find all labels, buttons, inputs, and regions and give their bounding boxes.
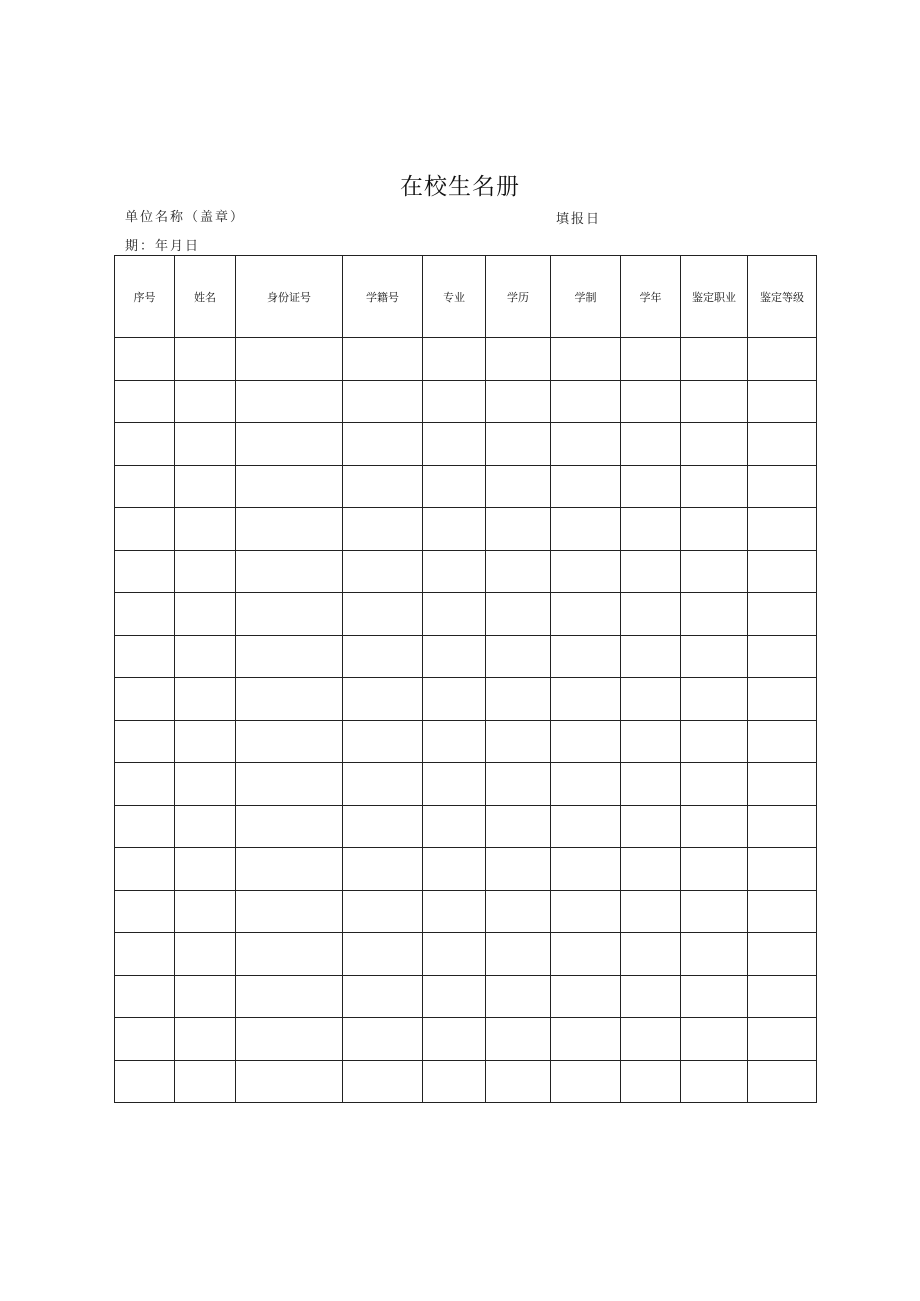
table-cell[interactable]	[621, 380, 681, 423]
table-cell[interactable]	[551, 975, 621, 1018]
table-cell[interactable]	[343, 678, 423, 721]
table-cell[interactable]	[343, 805, 423, 848]
table-cell[interactable]	[423, 678, 486, 721]
table-cell[interactable]	[175, 1060, 236, 1103]
table-cell[interactable]	[423, 635, 486, 678]
table-cell[interactable]	[343, 635, 423, 678]
table-row	[115, 1018, 817, 1061]
column-header-duration: 学制	[551, 256, 621, 338]
table-cell[interactable]	[681, 508, 748, 551]
table-cell[interactable]	[748, 380, 817, 423]
table-cell[interactable]	[486, 848, 551, 891]
table-cell[interactable]	[175, 338, 236, 381]
table-cell[interactable]	[486, 890, 551, 933]
table-cell[interactable]	[551, 550, 621, 593]
table-cell[interactable]	[621, 805, 681, 848]
table-cell[interactable]	[621, 848, 681, 891]
table-cell[interactable]	[748, 678, 817, 721]
table-cell[interactable]	[551, 1018, 621, 1061]
table-cell[interactable]	[175, 933, 236, 976]
fill-date-label: 填报日	[556, 212, 602, 227]
student-roster-table	[114, 255, 817, 1103]
table-row	[115, 890, 817, 933]
date-label: 期：年月日	[125, 239, 201, 254]
table-cell[interactable]	[681, 465, 748, 508]
table-row	[115, 848, 817, 891]
table-cell[interactable]	[681, 763, 748, 806]
table-cell[interactable]	[236, 635, 343, 678]
table-cell[interactable]	[748, 805, 817, 848]
table-cell[interactable]	[486, 380, 551, 423]
table-cell[interactable]	[486, 975, 551, 1018]
table-cell[interactable]	[621, 635, 681, 678]
table-cell[interactable]	[236, 805, 343, 848]
table-cell[interactable]	[236, 465, 343, 508]
table-cell[interactable]	[423, 720, 486, 763]
table-cell[interactable]	[115, 1060, 175, 1103]
table-cell[interactable]	[748, 550, 817, 593]
table-row	[115, 975, 817, 1018]
table-cell[interactable]	[486, 593, 551, 636]
table-cell[interactable]	[236, 975, 343, 1018]
table-cell[interactable]	[115, 338, 175, 381]
table-cell[interactable]	[551, 423, 621, 466]
table-cell[interactable]	[748, 1060, 817, 1103]
table-cell[interactable]	[343, 933, 423, 976]
table-cell[interactable]	[423, 890, 486, 933]
table-cell[interactable]	[748, 508, 817, 551]
table-cell[interactable]	[486, 678, 551, 721]
table-cell[interactable]	[551, 1060, 621, 1103]
table-cell[interactable]	[681, 593, 748, 636]
table-row	[115, 933, 817, 976]
table-cell[interactable]	[621, 1018, 681, 1061]
table-row	[115, 550, 817, 593]
table-cell[interactable]	[236, 890, 343, 933]
table-cell[interactable]	[115, 805, 175, 848]
table-cell[interactable]	[423, 465, 486, 508]
table-cell[interactable]	[748, 763, 817, 806]
table-cell[interactable]	[681, 848, 748, 891]
table-cell[interactable]	[423, 1018, 486, 1061]
table-cell[interactable]	[748, 423, 817, 466]
table-cell[interactable]	[681, 423, 748, 466]
table-cell[interactable]	[681, 678, 748, 721]
column-header-occupation: 鉴定职业	[681, 256, 748, 338]
table-cell[interactable]	[748, 975, 817, 1018]
table-cell[interactable]	[423, 763, 486, 806]
table-cell[interactable]	[551, 933, 621, 976]
table-cell[interactable]	[551, 635, 621, 678]
table-body	[115, 338, 817, 1103]
table-row	[115, 508, 817, 551]
table-cell[interactable]	[681, 720, 748, 763]
table-cell[interactable]	[175, 805, 236, 848]
table-cell[interactable]	[175, 635, 236, 678]
table-cell[interactable]	[748, 1018, 817, 1061]
table-cell[interactable]	[115, 848, 175, 891]
table-cell[interactable]	[423, 933, 486, 976]
table-cell[interactable]	[343, 465, 423, 508]
table-cell[interactable]	[423, 848, 486, 891]
table-cell[interactable]	[423, 423, 486, 466]
column-header-student-number: 学籍号	[343, 256, 423, 338]
table-cell[interactable]	[681, 890, 748, 933]
table-cell[interactable]	[551, 805, 621, 848]
table-cell[interactable]	[236, 423, 343, 466]
table-cell[interactable]	[681, 338, 748, 381]
table-cell[interactable]	[551, 338, 621, 381]
table-cell[interactable]	[115, 1018, 175, 1061]
table-cell[interactable]	[486, 423, 551, 466]
table-cell[interactable]	[175, 890, 236, 933]
column-header-level: 鉴定等级	[748, 256, 817, 338]
table-cell[interactable]	[175, 720, 236, 763]
table-cell[interactable]	[551, 678, 621, 721]
table-cell[interactable]	[551, 890, 621, 933]
table-cell[interactable]	[486, 1060, 551, 1103]
table-cell[interactable]	[115, 550, 175, 593]
table-cell[interactable]	[343, 1060, 423, 1103]
table-cell[interactable]	[175, 848, 236, 891]
table-cell[interactable]	[551, 848, 621, 891]
table-row	[115, 720, 817, 763]
table-cell[interactable]	[423, 975, 486, 1018]
table-cell[interactable]	[748, 890, 817, 933]
column-header-id-number: 身份证号	[236, 256, 343, 338]
table-cell[interactable]	[621, 890, 681, 933]
table-cell[interactable]	[115, 933, 175, 976]
table-cell[interactable]	[621, 423, 681, 466]
table-cell[interactable]	[551, 720, 621, 763]
table-cell[interactable]	[175, 550, 236, 593]
table-cell[interactable]	[115, 465, 175, 508]
table-cell[interactable]	[343, 975, 423, 1018]
table-cell[interactable]	[175, 678, 236, 721]
table-cell[interactable]	[175, 380, 236, 423]
table-cell[interactable]	[748, 848, 817, 891]
table-cell[interactable]	[343, 1018, 423, 1061]
table-cell[interactable]	[115, 508, 175, 551]
table-cell[interactable]	[486, 720, 551, 763]
column-header-education: 学历	[486, 256, 551, 338]
table-cell[interactable]	[115, 678, 175, 721]
table-cell[interactable]	[551, 593, 621, 636]
table-cell[interactable]	[681, 805, 748, 848]
table-row	[115, 1060, 817, 1103]
table-cell[interactable]	[343, 380, 423, 423]
table-cell[interactable]	[621, 975, 681, 1018]
table-cell[interactable]	[343, 848, 423, 891]
table-cell[interactable]	[343, 890, 423, 933]
table-cell[interactable]	[236, 720, 343, 763]
table-row	[115, 465, 817, 508]
table-cell[interactable]	[343, 550, 423, 593]
table-cell[interactable]	[681, 635, 748, 678]
table-cell[interactable]	[486, 508, 551, 551]
table-cell[interactable]	[551, 465, 621, 508]
table-cell[interactable]	[236, 593, 343, 636]
table-cell[interactable]	[486, 635, 551, 678]
table-cell[interactable]	[236, 1060, 343, 1103]
table-cell[interactable]	[423, 1060, 486, 1103]
table-cell[interactable]	[175, 1018, 236, 1061]
table-cell[interactable]	[423, 805, 486, 848]
table-cell[interactable]	[236, 508, 343, 551]
table-cell[interactable]	[175, 423, 236, 466]
table-cell[interactable]	[236, 380, 343, 423]
table-row	[115, 678, 817, 721]
table-cell[interactable]	[343, 763, 423, 806]
table-cell[interactable]	[115, 635, 175, 678]
table-cell[interactable]	[621, 550, 681, 593]
table-cell[interactable]	[175, 593, 236, 636]
table-cell[interactable]	[681, 975, 748, 1018]
table-cell[interactable]	[236, 933, 343, 976]
table-cell[interactable]	[486, 763, 551, 806]
table-cell[interactable]	[621, 338, 681, 381]
table-cell[interactable]	[115, 423, 175, 466]
table-cell[interactable]	[236, 763, 343, 806]
table-cell[interactable]	[175, 508, 236, 551]
table-cell[interactable]	[681, 1060, 748, 1103]
table-cell[interactable]	[486, 933, 551, 976]
table-cell[interactable]	[551, 508, 621, 551]
table-cell[interactable]	[621, 593, 681, 636]
table-cell[interactable]	[343, 338, 423, 381]
table-cell[interactable]	[236, 678, 343, 721]
table-cell[interactable]	[486, 1018, 551, 1061]
table-cell[interactable]	[681, 380, 748, 423]
column-header-name: 姓名	[175, 256, 236, 338]
table-row	[115, 380, 817, 423]
table-cell[interactable]	[748, 338, 817, 381]
table-cell[interactable]	[115, 720, 175, 763]
table-row	[115, 635, 817, 678]
table-cell[interactable]	[621, 678, 681, 721]
table-cell[interactable]	[681, 933, 748, 976]
table-cell[interactable]	[423, 380, 486, 423]
table-row	[115, 805, 817, 848]
table-cell[interactable]	[423, 508, 486, 551]
table-cell[interactable]	[748, 593, 817, 636]
table-cell[interactable]	[621, 720, 681, 763]
column-header-serial: 序号	[115, 256, 175, 338]
table-cell[interactable]	[343, 593, 423, 636]
page-title: 在校生名册	[400, 174, 520, 200]
table-cell[interactable]	[748, 465, 817, 508]
table-cell[interactable]	[236, 550, 343, 593]
table-cell[interactable]	[748, 933, 817, 976]
table-cell[interactable]	[748, 720, 817, 763]
table-cell[interactable]	[748, 635, 817, 678]
table-cell[interactable]	[236, 1018, 343, 1061]
table-cell[interactable]	[175, 465, 236, 508]
table-cell[interactable]	[621, 465, 681, 508]
table-cell[interactable]	[486, 465, 551, 508]
table-cell[interactable]	[175, 763, 236, 806]
table-cell[interactable]	[115, 763, 175, 806]
table-cell[interactable]	[621, 1060, 681, 1103]
table-cell[interactable]	[175, 975, 236, 1018]
table-cell[interactable]	[115, 593, 175, 636]
table-cell[interactable]	[423, 338, 486, 381]
table-row	[115, 423, 817, 466]
table-cell[interactable]	[343, 720, 423, 763]
table-cell[interactable]	[621, 933, 681, 976]
column-header-school-year: 学年	[621, 256, 681, 338]
table-cell[interactable]	[115, 380, 175, 423]
table-cell[interactable]	[486, 338, 551, 381]
table-cell[interactable]	[621, 763, 681, 806]
table-cell[interactable]	[486, 805, 551, 848]
table-cell[interactable]	[486, 550, 551, 593]
table-cell[interactable]	[343, 423, 423, 466]
column-header-major: 专业	[423, 256, 486, 338]
table-cell[interactable]	[551, 380, 621, 423]
table-cell[interactable]	[423, 593, 486, 636]
table-cell[interactable]	[343, 508, 423, 551]
unit-name-label: 单位名称（盖章）	[125, 210, 246, 225]
table-cell[interactable]	[115, 890, 175, 933]
table-cell[interactable]	[423, 550, 486, 593]
table-row	[115, 763, 817, 806]
table-row	[115, 593, 817, 636]
table-cell[interactable]	[621, 508, 681, 551]
table-cell[interactable]	[115, 975, 175, 1018]
table-row	[115, 338, 817, 381]
table-cell[interactable]	[681, 1018, 748, 1061]
table-cell[interactable]	[551, 763, 621, 806]
table-cell[interactable]	[236, 848, 343, 891]
table-cell[interactable]	[236, 338, 343, 381]
header-row	[115, 256, 817, 338]
table-cell[interactable]	[681, 550, 748, 593]
